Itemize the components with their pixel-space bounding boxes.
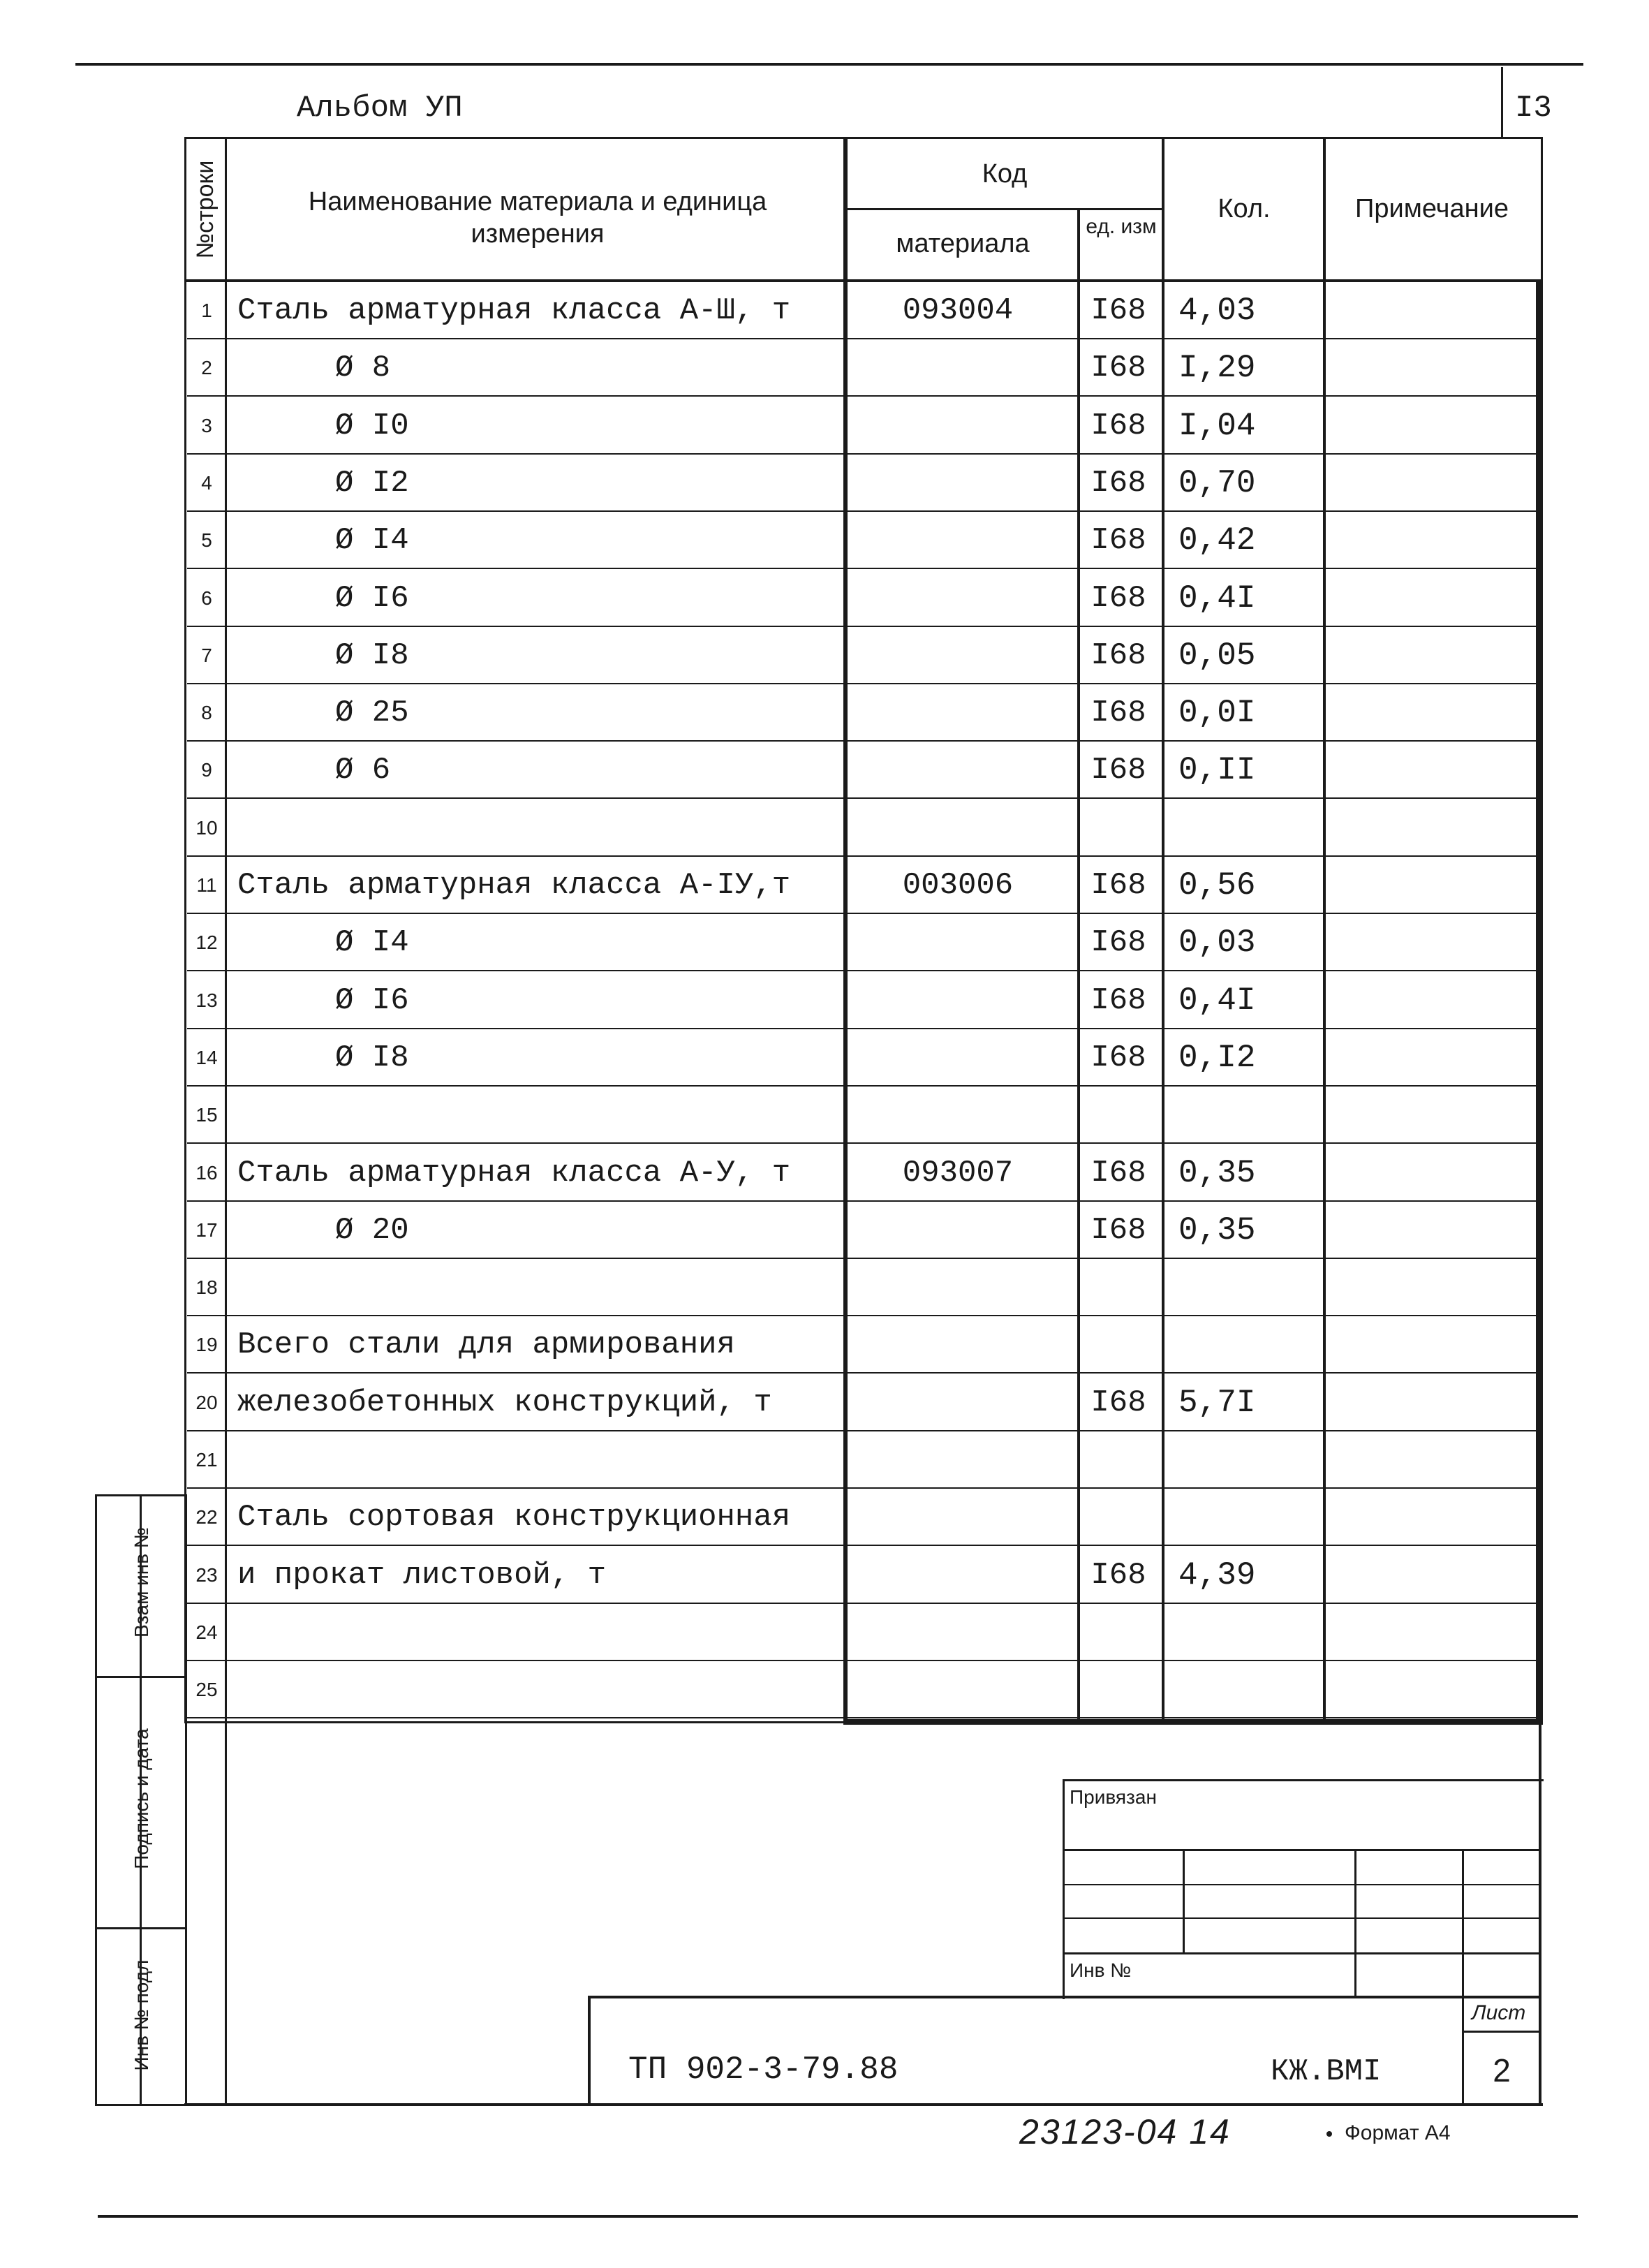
table-row bbox=[187, 1374, 1539, 1431]
table-row bbox=[187, 1029, 1539, 1087]
table-row bbox=[187, 1259, 1539, 1316]
material-name: Ø I6 bbox=[335, 982, 409, 1018]
material-code bbox=[846, 1202, 1070, 1259]
row-number: 12 bbox=[195, 932, 218, 954]
bound-line-1 bbox=[1063, 1849, 1541, 1851]
material-code bbox=[846, 1316, 1070, 1374]
unit-code: I68 bbox=[1090, 408, 1146, 443]
quantity bbox=[1178, 1316, 1318, 1374]
row-number: 13 bbox=[195, 989, 218, 1011]
stamp-signature-date: Подпись и дата bbox=[131, 1728, 152, 1869]
bound-line-2 bbox=[1063, 1884, 1541, 1885]
quantity: 0,I2 bbox=[1178, 1039, 1256, 1076]
page-number: I3 bbox=[1515, 91, 1552, 126]
material-code bbox=[846, 972, 1070, 1029]
row-number: 6 bbox=[201, 587, 212, 609]
bound-label: Привязан bbox=[1070, 1786, 1157, 1808]
material-name: Ø I0 bbox=[335, 408, 409, 443]
row-number: 19 bbox=[195, 1334, 218, 1356]
quantity bbox=[1178, 1259, 1318, 1316]
unit-code: I68 bbox=[1090, 465, 1146, 501]
quantity: 5,7I bbox=[1178, 1384, 1256, 1421]
table-row bbox=[187, 972, 1539, 1029]
material-code bbox=[846, 1661, 1070, 1718]
unit-code: I68 bbox=[1090, 1385, 1146, 1420]
page-number-divider bbox=[1501, 67, 1503, 137]
row-number: 22 bbox=[195, 1506, 218, 1529]
material-code bbox=[846, 684, 1070, 742]
row-number: 21 bbox=[195, 1449, 218, 1471]
sheet-label: Лист bbox=[1472, 2001, 1526, 2024]
material-name: Ø 20 bbox=[335, 1212, 409, 1248]
table-row bbox=[187, 282, 1539, 339]
header-name: Наименование материала и единица измерения bbox=[308, 187, 767, 249]
material-code bbox=[846, 1374, 1070, 1431]
table-row bbox=[187, 742, 1539, 799]
quantity bbox=[1178, 800, 1318, 857]
row-number: 10 bbox=[195, 816, 218, 839]
unit-code bbox=[1079, 1087, 1158, 1144]
quantity: 0,4I bbox=[1178, 982, 1256, 1019]
unit-code bbox=[1079, 1489, 1158, 1546]
bound-col-1 bbox=[1183, 1849, 1185, 1954]
unit-code: I68 bbox=[1090, 1040, 1146, 1075]
row-number: 14 bbox=[195, 1046, 218, 1068]
row-number: 23 bbox=[195, 1563, 218, 1586]
designation: ТП 902-3-79.88 bbox=[628, 2052, 899, 2088]
material-code bbox=[846, 570, 1070, 627]
sheet-label-line bbox=[1462, 2031, 1541, 2033]
material-code bbox=[846, 1259, 1070, 1316]
material-name: Ø I4 bbox=[335, 925, 409, 961]
header-row-no: №строки bbox=[192, 160, 219, 259]
quantity: 0,03 bbox=[1178, 925, 1256, 962]
quantity: I,29 bbox=[1178, 350, 1256, 387]
quantity bbox=[1178, 1661, 1318, 1718]
material-code bbox=[846, 1489, 1070, 1546]
quantity bbox=[1178, 1087, 1318, 1144]
inv-label: Инв № bbox=[1070, 1959, 1132, 1981]
quantity bbox=[1178, 1489, 1318, 1546]
table-row bbox=[187, 1661, 1539, 1718]
unit-code: I68 bbox=[1090, 982, 1146, 1018]
header-material-code: материала bbox=[896, 229, 1030, 258]
unit-code bbox=[1079, 1604, 1158, 1661]
row-number: 2 bbox=[201, 357, 212, 379]
row-number: 1 bbox=[201, 300, 212, 321]
material-code bbox=[846, 1547, 1070, 1604]
material-name: Ø 25 bbox=[335, 695, 409, 731]
material-code bbox=[846, 1604, 1070, 1661]
bound-col-2 bbox=[1354, 1849, 1356, 1997]
material-name: Ø I8 bbox=[335, 1040, 409, 1075]
material-code bbox=[846, 742, 1070, 799]
table-row bbox=[187, 684, 1539, 742]
quantity: 0,70 bbox=[1178, 464, 1256, 501]
unit-code: I68 bbox=[1090, 351, 1146, 386]
material-code bbox=[846, 455, 1070, 512]
table-row bbox=[187, 627, 1539, 684]
row-number: 4 bbox=[201, 471, 212, 494]
material-code bbox=[846, 397, 1070, 455]
unit-code: I68 bbox=[1090, 293, 1146, 328]
material-name: Ø I4 bbox=[335, 523, 409, 559]
row-divider bbox=[187, 1717, 1541, 1718]
handwritten-number: 23123-04 14 bbox=[1019, 2112, 1231, 2151]
unit-code: I68 bbox=[1090, 1557, 1146, 1593]
quantity: 0,0I bbox=[1178, 695, 1256, 732]
material-code bbox=[846, 914, 1070, 971]
bound-block bbox=[1063, 1779, 1544, 1999]
row-number: 7 bbox=[201, 644, 212, 666]
material-code bbox=[846, 1029, 1070, 1087]
header-note: Примечание bbox=[1355, 194, 1509, 223]
table-row bbox=[187, 1316, 1539, 1374]
row-number: 18 bbox=[195, 1276, 218, 1299]
unit-code: I68 bbox=[1090, 695, 1146, 731]
unit-code bbox=[1079, 1661, 1158, 1718]
row-number: 17 bbox=[195, 1218, 218, 1241]
frame-bottom-line bbox=[184, 2103, 1543, 2106]
quantity: 0,4I bbox=[1178, 580, 1256, 617]
material-code bbox=[846, 512, 1070, 569]
unit-code: I68 bbox=[1090, 1212, 1146, 1248]
table-row bbox=[187, 1202, 1539, 1259]
row-number: 11 bbox=[196, 874, 217, 896]
material-code bbox=[846, 339, 1070, 397]
unit-code: I68 bbox=[1090, 638, 1146, 673]
material-name: Ø I6 bbox=[335, 580, 409, 616]
material-code bbox=[846, 1431, 1070, 1489]
quantity bbox=[1178, 1604, 1318, 1661]
material-code: 093007 bbox=[902, 1155, 1014, 1191]
row-number: 16 bbox=[195, 1161, 218, 1184]
material-code bbox=[846, 1087, 1070, 1144]
quantity: 0,42 bbox=[1178, 522, 1256, 559]
stamp-orig-inv: Инв № подл bbox=[131, 1959, 152, 2071]
table-row bbox=[187, 570, 1539, 627]
unit-code bbox=[1079, 800, 1158, 857]
row-number: 20 bbox=[195, 1391, 218, 1413]
material-name: Сталь сортовая конструкционная bbox=[237, 1500, 791, 1536]
row-number: 9 bbox=[201, 759, 212, 781]
format-text: Формат А4 bbox=[1345, 2121, 1451, 2144]
main-stamp-left bbox=[588, 1996, 591, 2106]
side-stamp-row1 bbox=[95, 1676, 187, 1678]
table-row bbox=[187, 397, 1539, 455]
table-row bbox=[187, 1604, 1539, 1661]
table-row bbox=[187, 455, 1539, 512]
quantity: I,04 bbox=[1178, 407, 1256, 444]
bottom-border-line bbox=[98, 2215, 1578, 2218]
material-name: и прокат листовой, т bbox=[237, 1557, 607, 1593]
header-unit-code: ед. изм bbox=[1086, 215, 1157, 238]
unit-code bbox=[1079, 1316, 1158, 1374]
material-code bbox=[846, 800, 1070, 857]
unit-code: I68 bbox=[1090, 753, 1146, 788]
table-row bbox=[187, 1547, 1539, 1604]
unit-code: I68 bbox=[1090, 868, 1146, 903]
row-number: 5 bbox=[201, 529, 212, 552]
table-row bbox=[187, 800, 1539, 857]
main-stamp-top bbox=[588, 1996, 1541, 1998]
mark: КЖ.ВМI bbox=[1271, 2054, 1382, 2089]
bound-line-3 bbox=[1063, 1917, 1541, 1919]
table-row bbox=[187, 339, 1539, 397]
row-number: 25 bbox=[195, 1679, 218, 1701]
unit-code: I68 bbox=[1090, 925, 1146, 961]
row-number: 3 bbox=[201, 414, 212, 436]
unit-code bbox=[1079, 1259, 1158, 1316]
table-row bbox=[187, 512, 1539, 569]
quantity: 0,II bbox=[1178, 752, 1256, 789]
format-label bbox=[1326, 2121, 1451, 2145]
row-number: 24 bbox=[195, 1621, 218, 1643]
top-border-line bbox=[75, 63, 1583, 66]
table-row bbox=[187, 1431, 1539, 1489]
quantity: 0,56 bbox=[1178, 867, 1256, 904]
stamp-replace-inv: Взам инв № bbox=[131, 1527, 152, 1637]
material-name: Всего стали для армирования bbox=[237, 1327, 735, 1363]
material-name: Сталь арматурная класса А-Ш, т bbox=[237, 293, 791, 328]
material-code: 003006 bbox=[902, 868, 1014, 903]
quantity: 4,39 bbox=[1178, 1556, 1256, 1593]
material-name: железобетонных конструкций, т bbox=[237, 1385, 772, 1420]
material-code bbox=[846, 627, 1070, 684]
table-bottom-thick bbox=[843, 1719, 1543, 1725]
bound-line-4 bbox=[1063, 1952, 1541, 1954]
code-subheader-line bbox=[845, 208, 1163, 210]
header-quantity: Кол. bbox=[1218, 194, 1271, 223]
material-name: Ø I8 bbox=[335, 638, 409, 673]
table-row bbox=[187, 1489, 1539, 1546]
quantity bbox=[1178, 1431, 1318, 1489]
quantity: 0,35 bbox=[1178, 1154, 1256, 1191]
unit-code: I68 bbox=[1090, 580, 1146, 616]
material-name: Ø 6 bbox=[335, 753, 391, 788]
material-name: Ø I2 bbox=[335, 465, 409, 501]
format-dot-icon bbox=[1326, 2131, 1332, 2137]
quantity: 4,03 bbox=[1178, 293, 1256, 329]
row-number: 8 bbox=[201, 702, 212, 724]
table-row bbox=[187, 857, 1539, 914]
table-row bbox=[187, 1087, 1539, 1144]
material-name: Сталь арматурная класса А-IУ,т bbox=[237, 868, 791, 903]
material-name: Сталь арматурная класса А-У, т bbox=[237, 1155, 791, 1191]
unit-code: I68 bbox=[1090, 523, 1146, 559]
quantity: 0,05 bbox=[1178, 637, 1256, 674]
album-title: Альбом УП bbox=[297, 91, 463, 126]
unit-code bbox=[1079, 1431, 1158, 1489]
unit-code: I68 bbox=[1090, 1155, 1146, 1191]
table-row bbox=[187, 914, 1539, 971]
table-row bbox=[187, 1144, 1539, 1202]
row-number: 15 bbox=[195, 1104, 218, 1126]
material-code: 093004 bbox=[902, 293, 1014, 328]
quantity: 0,35 bbox=[1178, 1212, 1256, 1249]
sheet-number: 2 bbox=[1493, 2052, 1511, 2089]
material-name: Ø 8 bbox=[335, 351, 391, 386]
header-code: Код bbox=[982, 159, 1028, 189]
